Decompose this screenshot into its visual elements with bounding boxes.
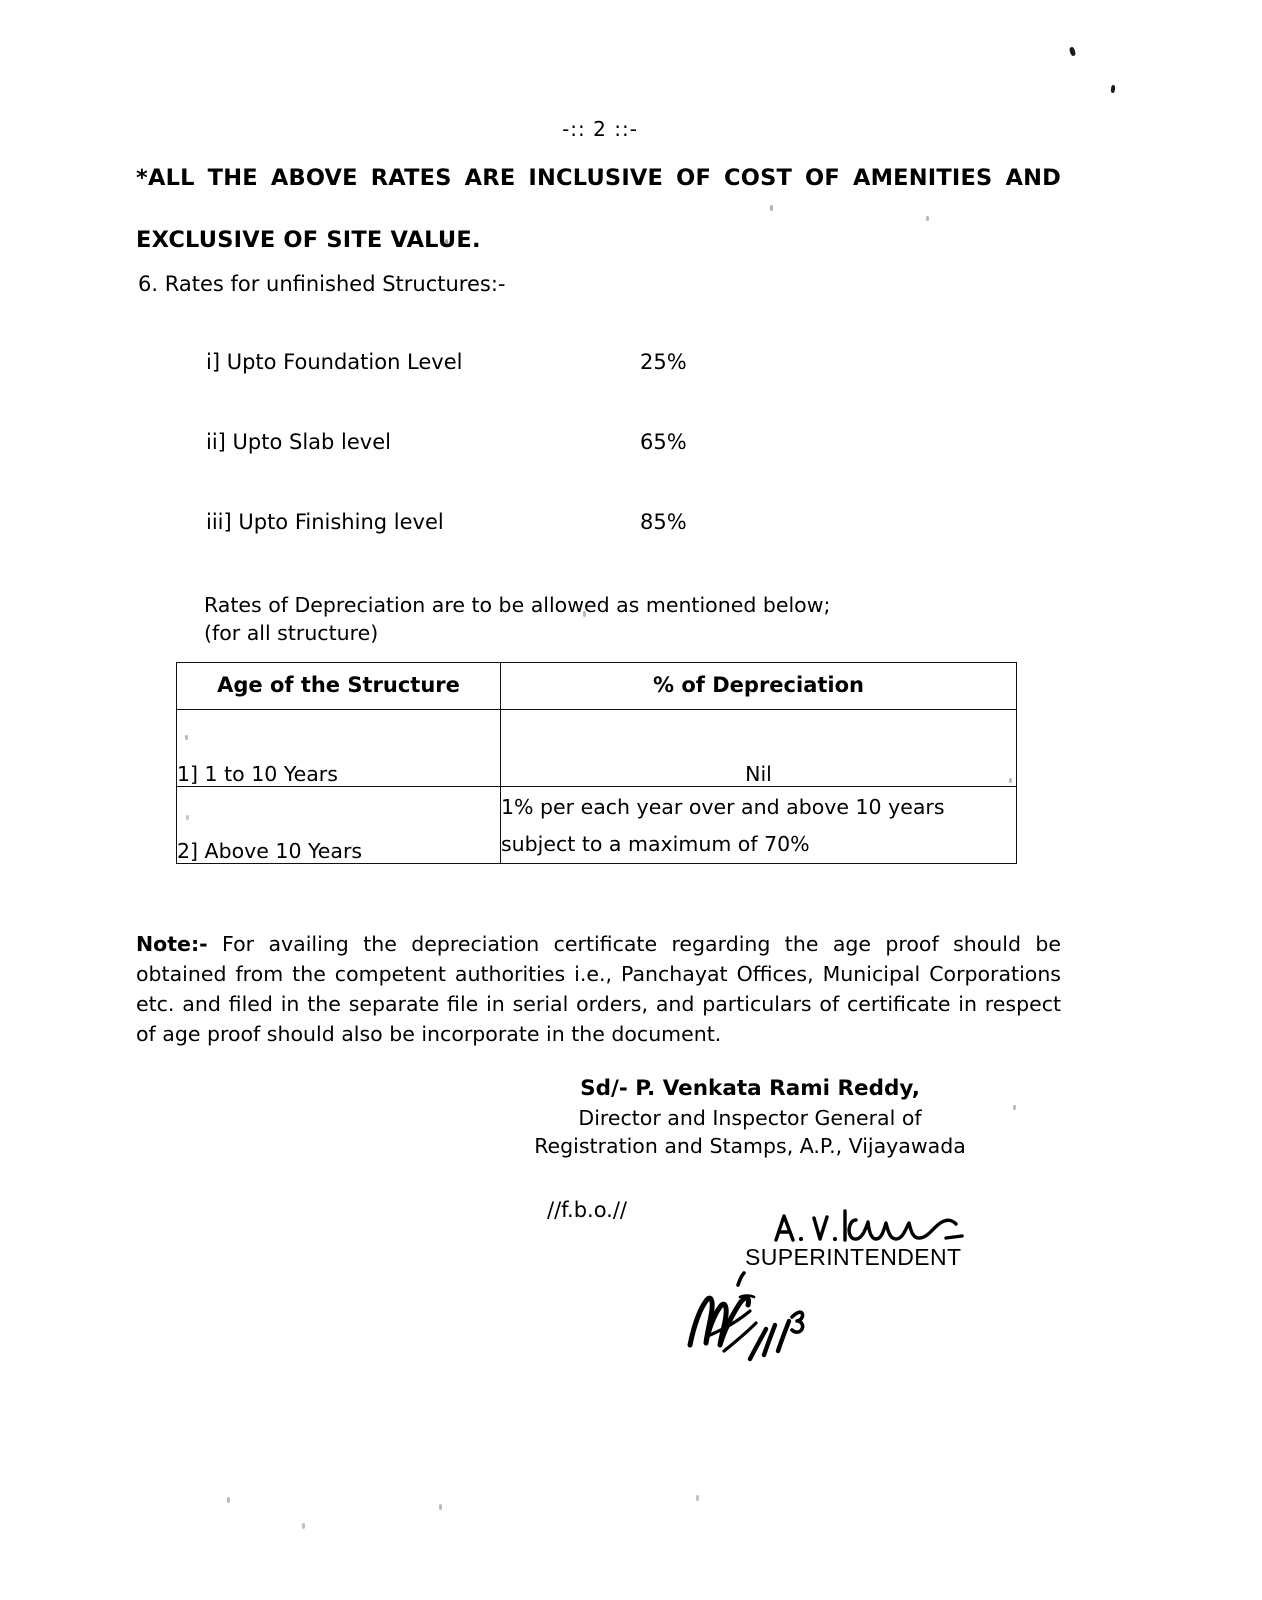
cell-depreciation: Nil bbox=[501, 710, 1017, 787]
signature-block bbox=[430, 1074, 1070, 1160]
scan-speck-icon bbox=[1069, 46, 1077, 56]
rate-label: ii] Upto Slab level bbox=[206, 430, 391, 454]
scan-speck-icon bbox=[302, 1523, 305, 1529]
note-text: For availing the depreciation certificate regarding the age proof should be obtained from the competent authorities i.e., Panchayat Offices, Municipal Corporations etc. and filed in the separate file in serial orders, and particulars of certificate in respect of age proof should also be incorporate in the document. bbox=[136, 931, 1061, 1046]
fbo-marker: //f.b.o.// bbox=[547, 1198, 628, 1222]
depreciation-intro-line-2: (for all structure) bbox=[204, 621, 379, 645]
cell-depreciation bbox=[501, 787, 1017, 864]
signatory-title-line-1: Director and Inspector General of bbox=[578, 1106, 922, 1130]
table-row bbox=[177, 710, 1017, 787]
rate-value: 85% bbox=[640, 510, 687, 534]
rate-label: i] Upto Foundation Level bbox=[206, 350, 463, 374]
scan-speck-icon bbox=[696, 1495, 699, 1501]
page-number-marker: -:: 2 ::- bbox=[562, 117, 638, 141]
column-header-age: Age of the Structure bbox=[177, 663, 501, 710]
table-header-row bbox=[177, 663, 1017, 710]
scan-speck-icon bbox=[1111, 85, 1116, 93]
cell-age: 1] 1 to 10 Years bbox=[177, 710, 501, 787]
depreciation-table bbox=[176, 662, 1017, 864]
note-paragraph bbox=[136, 929, 1061, 1049]
cell-depreciation-line-2: subject to a maximum of 70% bbox=[501, 832, 810, 856]
page-title bbox=[136, 163, 1061, 256]
scan-speck-icon bbox=[227, 1497, 230, 1503]
cell-depreciation-line-1: 1% per each year over and above 10 years bbox=[501, 795, 945, 819]
table-row bbox=[177, 787, 1017, 864]
page-title-line-2: EXCLUSIVE OF SITE VALUE. bbox=[136, 227, 481, 253]
column-header-depreciation: % of Depreciation bbox=[501, 663, 1017, 710]
depreciation-intro-line-1: Rates of Depreciation are to be allowed as mentioned below; bbox=[204, 593, 831, 617]
handwritten-initials-and-date-icon bbox=[680, 1255, 830, 1365]
rate-value: 65% bbox=[640, 430, 687, 454]
signatory-name: Sd/- P. Venkata Rami Reddy, bbox=[580, 1076, 920, 1101]
scan-speck-icon bbox=[439, 1504, 442, 1510]
rate-value: 25% bbox=[640, 350, 687, 374]
cell-age: 2] Above 10 Years bbox=[177, 787, 501, 864]
signatory-title-line-2: Registration and Stamps, A.P., Vijayawada bbox=[534, 1134, 966, 1158]
superintendent-label: SUPERINTENDENT bbox=[745, 1244, 962, 1270]
note-label: Note:- bbox=[136, 931, 208, 956]
section-heading-unfinished-structures: 6. Rates for unfinished Structures:- bbox=[138, 272, 506, 296]
depreciation-intro bbox=[204, 591, 830, 647]
rate-label: iii] Upto Finishing level bbox=[206, 510, 444, 534]
page-title-line-1: *ALL THE ABOVE RATES ARE INCLUSIVE OF COST OF AMENITIES AND bbox=[136, 165, 1061, 191]
